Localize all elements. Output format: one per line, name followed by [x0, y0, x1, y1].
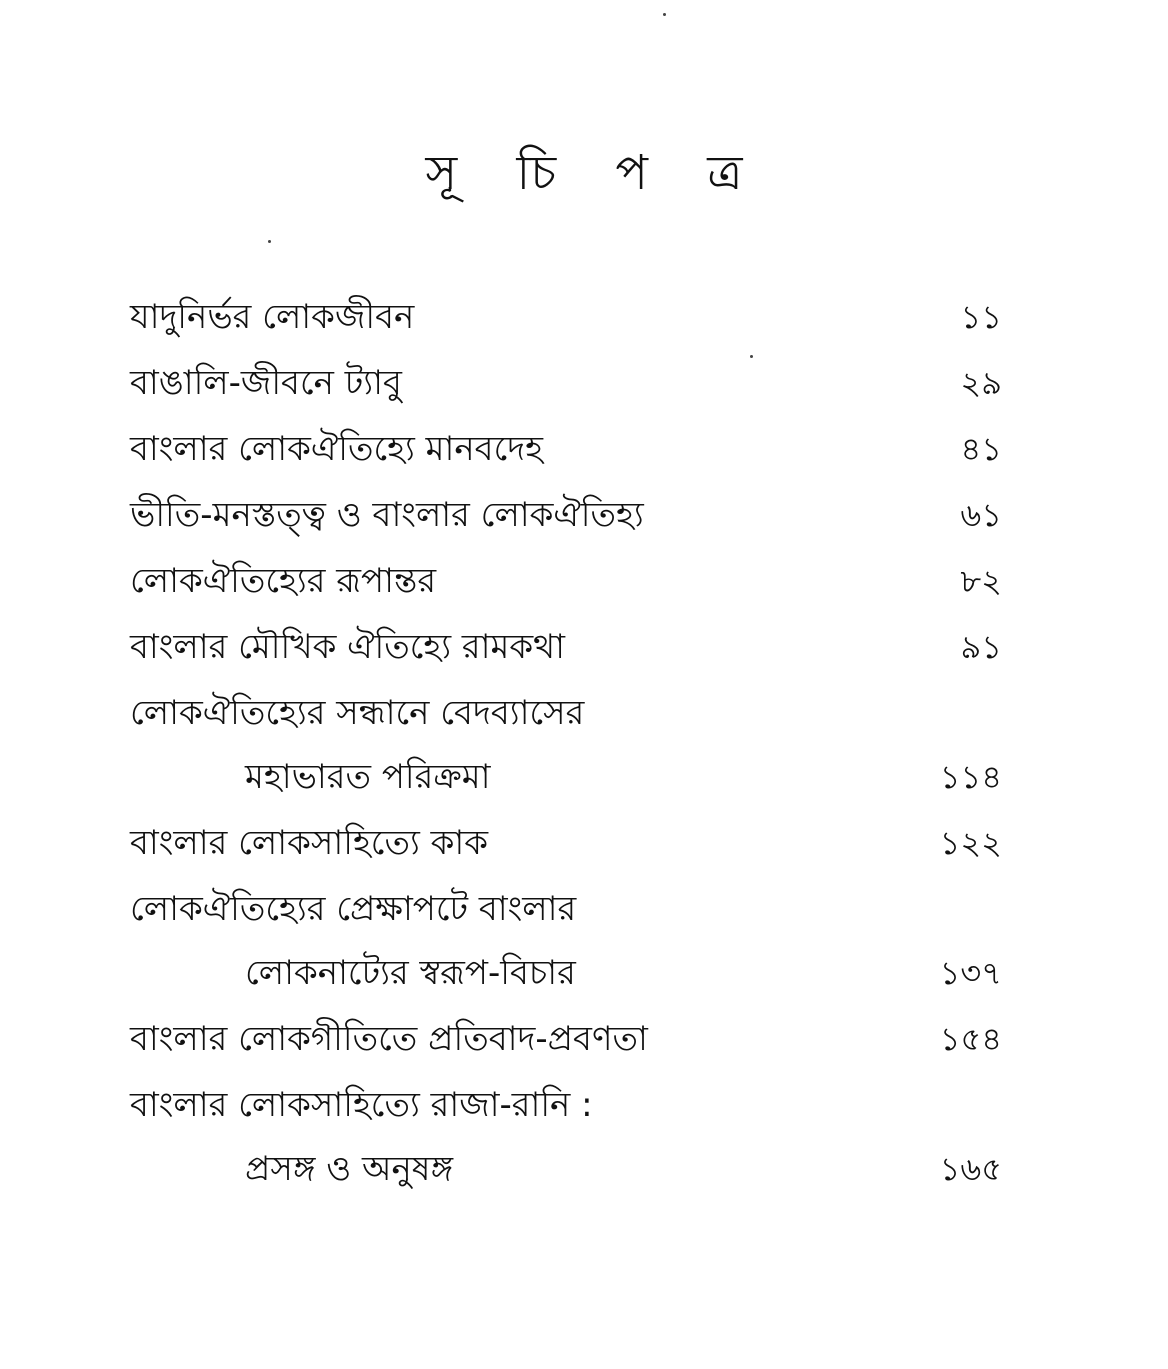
toc-entry [130, 548, 1010, 614]
toc-entry [130, 1006, 1010, 1072]
toc-page-number: ৯১ [960, 628, 1002, 666]
toc-entry-title: লোকঐতিহ্যের রূপান্তর [130, 561, 437, 601]
toc-entry-title: বাঙালি-জীবনে ট্যাবু [130, 363, 402, 403]
toc-entry-title-continuation: মহাভারত পরিক্রমা [245, 757, 491, 797]
table-of-contents [130, 284, 1010, 1202]
toc-entry-title: বাংলার লোকসাহিত্যে কাক [130, 823, 489, 863]
toc-entry [130, 350, 1010, 416]
toc-entry [130, 876, 1010, 1006]
toc-page-number: ৪১ [960, 430, 1002, 468]
toc-page-number: ১৫৪ [939, 1020, 1002, 1058]
toc-entry-title: ভীতি-মনস্তত্ত্ব ও বাংলার লোকঐতিহ্য [130, 495, 644, 535]
toc-page-number: ৬১ [960, 496, 1002, 534]
toc-page-number: ১৬৫ [939, 1150, 1002, 1188]
paper-speck [663, 13, 666, 16]
toc-page-number: ১১৪ [939, 758, 1002, 796]
toc-page-number: ১৩৭ [939, 954, 1002, 992]
toc-entry-title: যাদুনির্ভর লোকজীবন [130, 297, 415, 337]
toc-entry [130, 416, 1010, 482]
toc-entry-title: বাংলার মৌখিক ঐতিহ্যে রামকথা [130, 627, 566, 667]
toc-page-number: ৮২ [960, 562, 1002, 600]
toc-page-number: ১১ [960, 298, 1002, 336]
toc-entry-title: বাংলার লোকঐতিহ্যে মানবদেহ [130, 429, 543, 469]
toc-entry-title-continuation: প্রসঙ্গ ও অনুষঙ্গ [245, 1149, 454, 1189]
toc-entry [130, 284, 1010, 350]
toc-entry-title-continuation: লোকনাট্যের স্বরূপ-বিচার [245, 953, 576, 993]
toc-entry [130, 614, 1010, 680]
toc-entry-title-line: লোকঐতিহ্যের সন্ধানে বেদব্যাসের [130, 693, 585, 733]
toc-entry [130, 482, 1010, 548]
page-title: সূ চি প ত্র [425, 145, 765, 201]
toc-entry-title-line: বাংলার লোকসাহিত্যে রাজা-রানি : [130, 1085, 593, 1125]
toc-entry [130, 1072, 1010, 1202]
paper-speck [268, 240, 271, 243]
toc-entry-title-line: লোকঐতিহ্যের প্রেক্ষাপটে বাংলার [130, 889, 577, 929]
toc-entry [130, 810, 1010, 876]
toc-entry [130, 680, 1010, 810]
toc-page-number: ২৯ [960, 364, 1002, 402]
toc-entry-title: বাংলার লোকগীতিতে প্রতিবাদ-প্রবণতা [130, 1019, 648, 1059]
toc-page-number: ১২২ [939, 824, 1002, 862]
